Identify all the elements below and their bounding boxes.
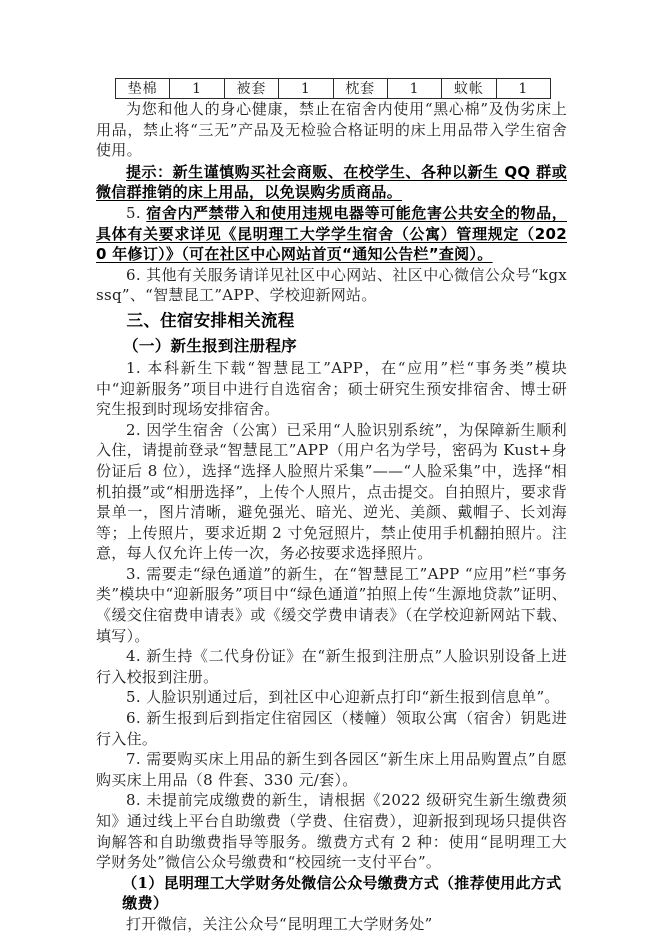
step-item-3: 3. 需要走“绿色通道”的新生，在“智慧昆工”APP “应用”栏“事务类”模块中“迎新服务”项目中“绿色通道”拍照上传“生源地贷款”证明、《缓交住宿费申请表》或《缓交学费申请表》（在学校迎新网站下载、填写）。 xyxy=(96,564,567,645)
step-item-2: 2. 因学生宿舍（公寓）已采用“人脸识别系统”，为保障新生顺利入住，请提前登录“智慧昆工”APP（用户名为学号，密码为 Kust+身份证后 8 位），选择“选择人脸照片采集”——“人脸采集”中，选择“相机拍摄”或“相册选择”，上传个人照片，点击提交。自拍照片，要求背景单一，图片清晰，避免强光、暗光、逆光、美颜、戴帽子、长刘海等；上传照片，要求近期 2 寸免冠照片，禁止使用手机翻拍照片。注意，每人仅允许上传一次，务必按要求选择照片。 xyxy=(96,420,567,563)
step-item-1: 1. 本科新生下载“智慧昆工”APP，在“应用”栏“事务类”模块中“迎新服务”项目中进行自选宿舍；硕士研究生预安排宿舍、博士研究生报到时现场安排宿舍。 xyxy=(96,358,567,419)
bedding-items-table xyxy=(115,78,551,99)
table-cell-item-name: 枕套 xyxy=(333,79,387,99)
table-cell-quantity: 1 xyxy=(170,79,224,99)
bedding-table-row xyxy=(116,79,551,99)
page-content xyxy=(96,78,567,935)
para-follow-wechat: 打开微信，关注公众号“昆明理工大学财务处” xyxy=(126,914,433,933)
table-cell-item-name: 垫棉 xyxy=(116,79,170,99)
para-vendor-tip: 提示：新生谨慎购买社会商贩、在校学生、各种以新生 QQ 群或微信群推销的床上用品，以免误购劣质商品。 xyxy=(96,162,567,202)
list-item-5 xyxy=(96,203,567,265)
table-cell-item-name: 蚊帐 xyxy=(442,79,496,99)
list-item-6: 6. 其他有关服务请详见社区中心网站、社区中心微信公众号“kgxssq”、“智慧昆工”APP、学校迎新网站。 xyxy=(96,265,567,305)
step-item-6: 6. 新生报到后到指定住宿园区（楼幢）领取公寓（宿舍）钥匙进行入住。 xyxy=(96,709,567,748)
step-item-4: 4. 新生持《二代身份证》在“新生报到注册点”人脸识别设备上进行入校报到注册。 xyxy=(96,647,567,686)
payment-method-1-heading: （1）昆明理工大学财务处微信公众号缴费方式（推荐使用此方式缴费） xyxy=(122,873,562,913)
table-cell-quantity: 1 xyxy=(279,79,333,99)
step-item-8: 8. 未提前完成缴费的新生，请根据《2022 级研究生新生缴费须知》通过线上平台自助缴费（学费、住宿费），迎新报到现场只提供咨询解答和自助缴费指导等服务。缴费方式有 2 种：使用“昆明理工大学财务处”微信公众号缴费和“校园统一支付平台”。 xyxy=(96,791,567,872)
list-item-5-number: 5. xyxy=(126,203,147,222)
subsection-heading-registration: （一）新生报到注册程序 xyxy=(123,335,297,355)
list-item-5-text: 宿舍内严禁带入和使用违规电器等可能危害公共安全的物品，具体有关要求详见《昆明理工大学学生宿舍（公寓）管理规定（2020 年修订）》（可在社区中心网站首页“通知公告栏”查阅）。 xyxy=(96,203,567,264)
section-heading-accommodation: 三、住宿安排相关流程 xyxy=(126,310,295,330)
table-cell-quantity: 1 xyxy=(496,79,550,99)
para-health-warning: 为您和他人的身心健康，禁止在宿舍内使用“黑心棉”及伪劣床上用品，禁止将“三无”产品及无检验合格证明的床上用品带入学生宿舍使用。 xyxy=(96,100,567,160)
table-cell-item-name: 被套 xyxy=(224,79,278,99)
step-item-5: 5. 人脸识别通过后，到社区中心迎新点打印“新生报到信息单”。 xyxy=(126,688,560,707)
step-item-7: 7. 需要购买床上用品的新生到各园区“新生床上用品购置点”自愿购买床上用品（8 件套、330 元/套）。 xyxy=(96,750,567,789)
table-cell-quantity: 1 xyxy=(387,79,441,99)
